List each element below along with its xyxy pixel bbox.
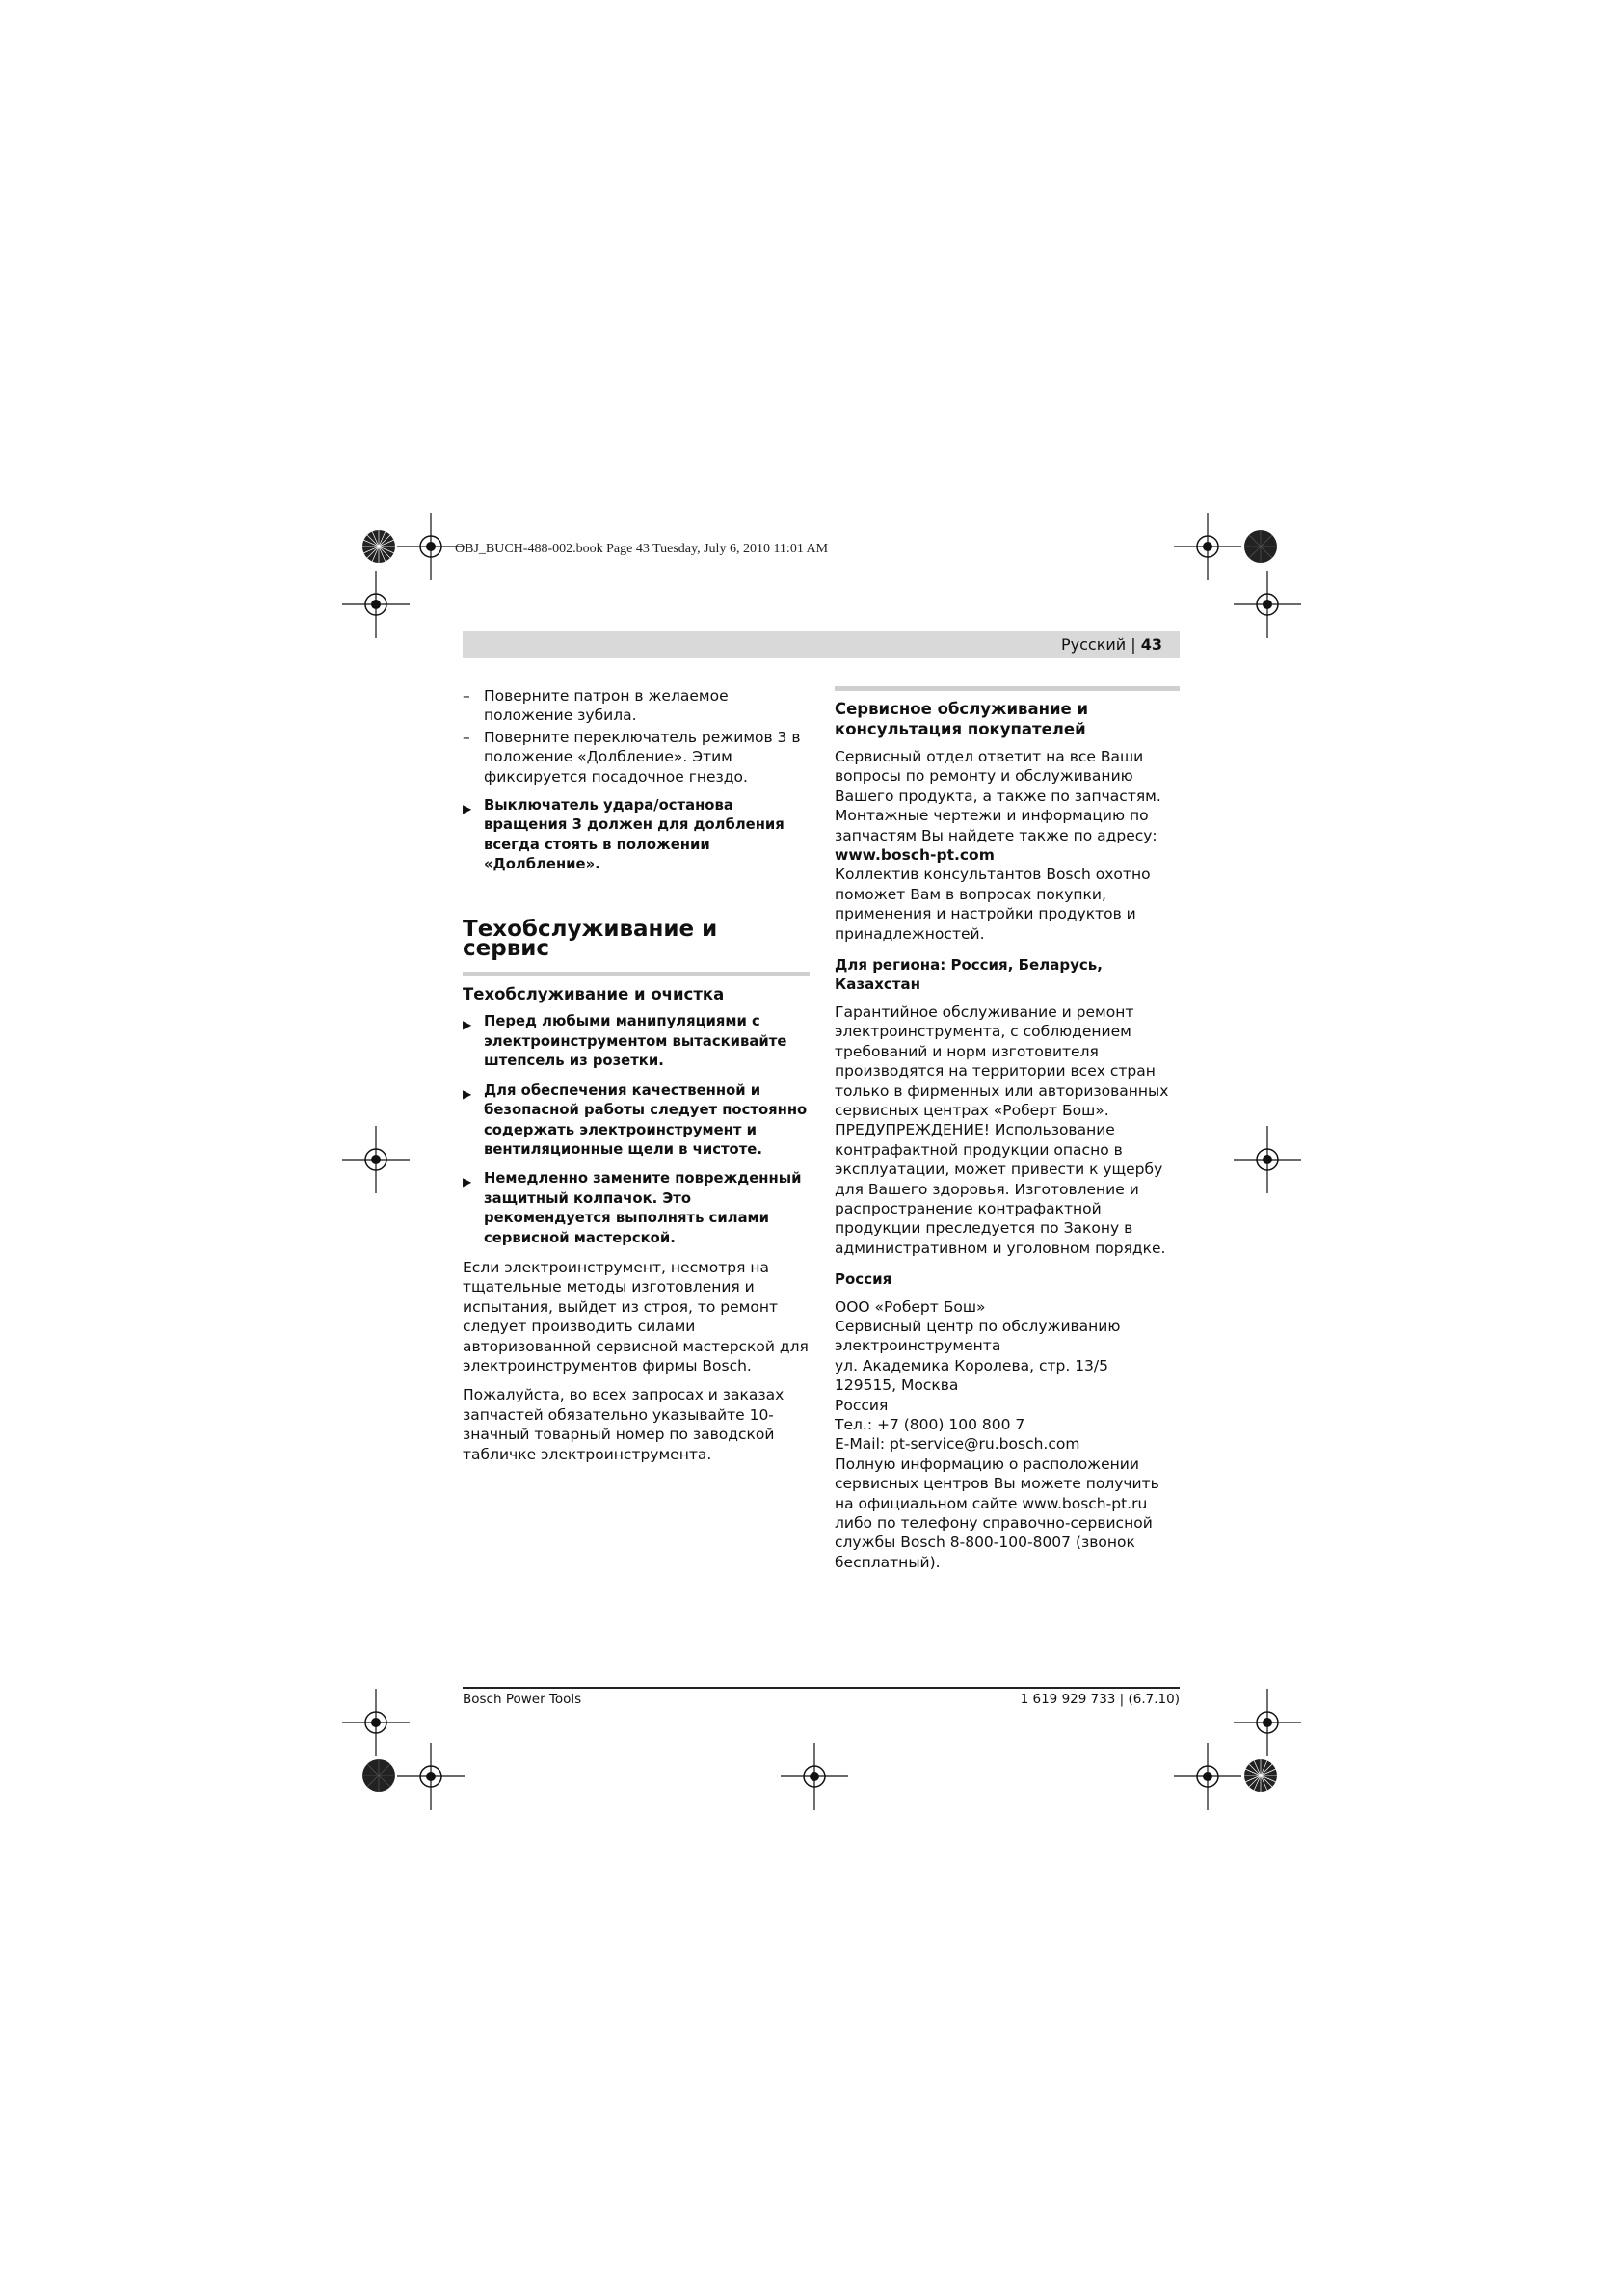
triangle-bullet-icon: ▶ [463, 1086, 472, 1101]
warning-paragraph: ПРЕДУПРЕЖДЕНИЕ! Использование контрафактной продукции опасно в эксплуатации, может привести к ущербу для Вашего здоровья. Изготовление и распространение контрафактной продукции преследуется по Закону в административном и уголовном порядке. [835, 1121, 1166, 1257]
page-number: 43 [1140, 635, 1162, 654]
right-column [835, 686, 1180, 1582]
registration-mark-icon [1174, 513, 1241, 580]
body-paragraph: Гарантийное обслуживание и ремонт электроинструмента, с соблюдением требований и норм изготовителя производятся на территории всех стран только в фирменных или авторизованных сервисных центрах «Роберт Бош». [835, 1002, 1169, 1119]
body-paragraph: Коллектив консультантов Bosch охотно поможет Вам в вопросах покупки, применения и настройки продуктов и принадлежностей. [835, 866, 1151, 943]
registration-mark-icon [397, 1743, 465, 1810]
list-item [463, 728, 810, 787]
footer-divider [463, 1687, 1180, 1689]
registration-mark-icon [342, 571, 410, 638]
registration-mark-icon [1234, 571, 1301, 638]
dash-bullet: – [463, 687, 470, 705]
list-item-text: Поверните патрон в желаемое положение зубила. [484, 687, 729, 725]
warning-item [463, 1012, 810, 1071]
header-language: Русский [1060, 635, 1127, 654]
registration-mark-icon [342, 1126, 410, 1193]
registration-mark-icon [781, 1743, 848, 1810]
registration-mark-icon [1174, 1743, 1241, 1810]
registration-mark-icon [1234, 1126, 1301, 1193]
page-header-bar [463, 631, 1180, 658]
registration-mark-icon [1234, 1689, 1301, 1756]
section-title: Техобслуживание и сервис [463, 916, 718, 962]
country-title: Россия [835, 1270, 892, 1289]
address-line: Сервисный центр по обслуживанию электроинструмента [835, 1317, 1121, 1355]
warning-text: Выключатель удара/останова вращения 3 должен для долбления всегда стоять в положении «Долбление». [484, 797, 785, 873]
triangle-bullet-icon: ▶ [463, 1018, 472, 1032]
dash-bullet: – [463, 728, 470, 746]
address-line: E-Mail: pt-service@ru.bosch.com [835, 1435, 1080, 1454]
section-divider [835, 686, 1180, 691]
footer-doc-number: 1 619 929 733 | (6.7.10) [1020, 1692, 1180, 1707]
warning-text: Для обеспечения качественной и безопасной работы следует постоянно содержать электроинструмент и вентиляционные щели в чистоте. [484, 1081, 808, 1158]
color-rosette-icon [361, 529, 396, 564]
section-divider [463, 972, 810, 976]
book-tag-line: OBJ_BUCH-488-002.book Page 43 Tuesday, July 6, 2010 11:01 AM [455, 542, 829, 556]
address-line: ООО «Роберт Бош» [835, 1297, 986, 1316]
warning-text: Перед любыми манипуляциями с электроинструментом вытаскивайте штепсель из розетки. [484, 1013, 787, 1070]
address-line: ул. Академика Королева, стр. 13/5 [835, 1356, 1108, 1375]
page-header [1061, 635, 1162, 654]
address-block [835, 1297, 1180, 1455]
address-line: 129515, Москва [835, 1376, 959, 1395]
left-column [463, 686, 810, 1474]
triangle-bullet-icon: ▶ [463, 802, 472, 816]
footer-brand: Bosch Power Tools [463, 1692, 582, 1707]
body-paragraph: Полную информацию о расположении сервисных центров Вы можете получить на официальном сайте www.bosch-pt.ru либо по телефону справочно-сервисной службы Bosch 8-800-100-8007 (звонок бесплатный). [835, 1455, 1159, 1571]
address-line: Тел.: +7 (800) 100 800 7 [835, 1416, 1025, 1433]
address-line: Россия [835, 1396, 889, 1414]
service-title: Сервисное обслуживание и консультация покупателей [835, 700, 1089, 738]
subsection-title: Техобслуживание и очистка [463, 985, 725, 1004]
warning-item [463, 796, 810, 875]
list-item-text: Поверните переключатель режимов 3 в положение «Долбление». Этим фиксируется посадочное гнездо. [484, 728, 801, 786]
color-rosette-icon [361, 1758, 396, 1793]
body-paragraph: Сервисный отдел ответит на все Ваши вопросы по ремонту и обслуживанию Вашего продукта, а также по запчастям. Монтажные чертежи и информацию по запчастям Вы найдете также по адресу: [835, 748, 1161, 844]
region-title: Для региона: Россия, Беларусь, Казахстан [835, 956, 1103, 994]
header-separator: | [1131, 635, 1136, 654]
color-rosette-icon [1243, 1758, 1278, 1793]
body-paragraph: Если электроинструмент, несмотря на тщательные методы изготовления и испытания, выйдет из строя, то ремонт следует производить силами авторизованной сервисной мастерской для электроинструментов фирмы Bosch. [463, 1258, 809, 1375]
website-link[interactable]: www.bosch-pt.com [835, 846, 995, 865]
warning-text: Немедленно замените поврежденный защитный колпачок. Это рекомендуется выполнять силами сервисной мастерской. [484, 1170, 802, 1246]
warning-item [463, 1169, 810, 1248]
list-item [463, 686, 810, 726]
triangle-bullet-icon: ▶ [463, 1175, 472, 1189]
body-paragraph: Пожалуйста, во всех запросах и заказах запчастей обязательно указывайте 10-значный товарный номер по заводской табличке электроинструмента. [463, 1386, 785, 1463]
color-rosette-icon [1243, 529, 1278, 564]
warning-item [463, 1081, 810, 1161]
